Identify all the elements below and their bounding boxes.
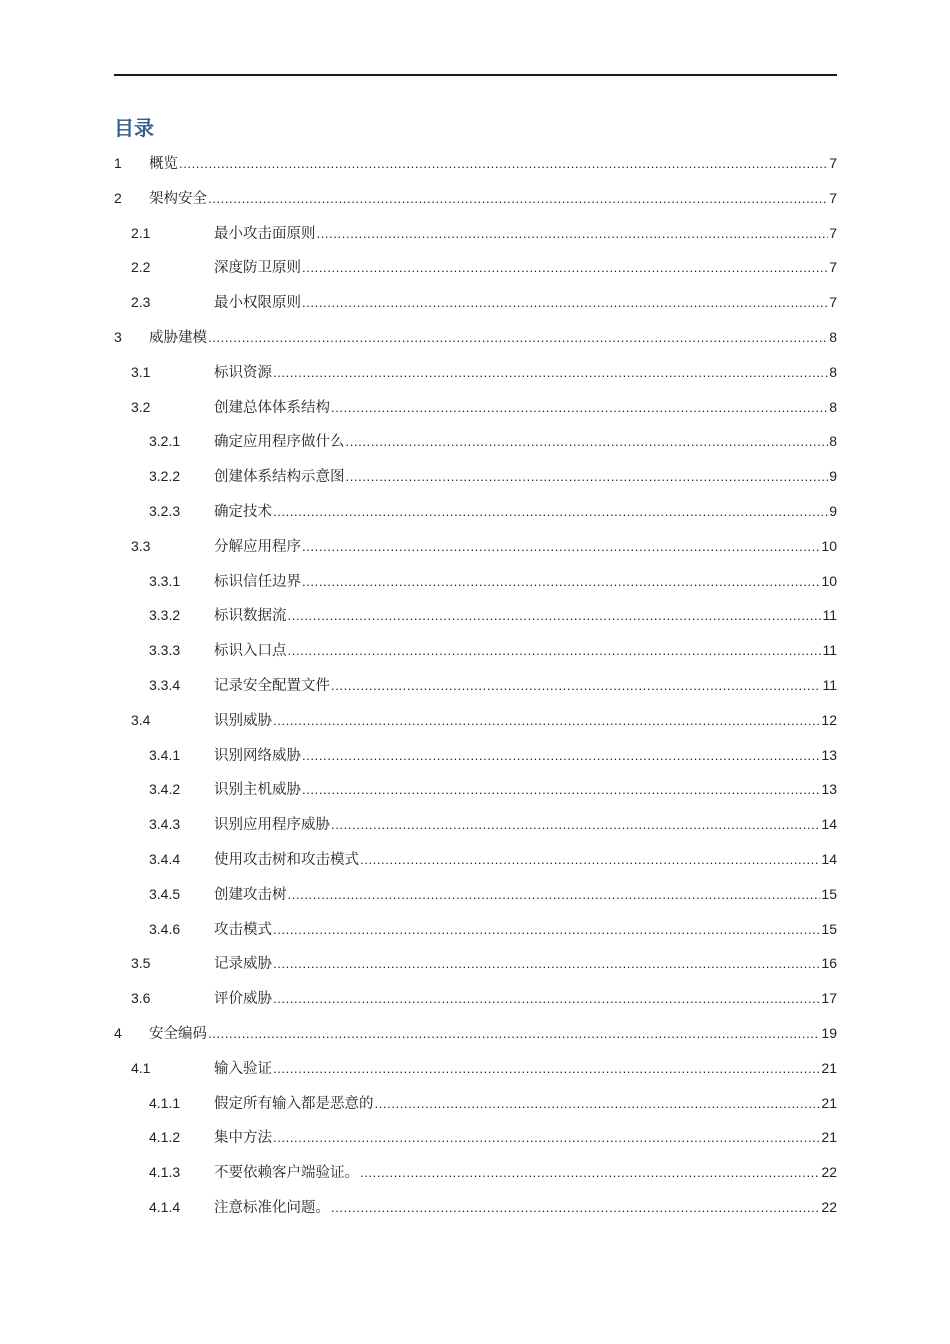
toc-entry-page: 8 xyxy=(829,328,837,345)
toc-entry-number: 2.1 xyxy=(131,224,151,241)
toc-dot-leader xyxy=(273,1121,820,1156)
toc-entry[interactable] xyxy=(114,320,837,355)
toc-entry-page: 8 xyxy=(829,363,837,380)
toc-entry-page: 8 xyxy=(829,433,837,450)
toc-entry-title: 识别应用程序威胁 xyxy=(214,817,330,834)
toc-entry-page: 10 xyxy=(821,572,837,589)
toc-entry-title: 标识资源 xyxy=(214,364,272,381)
toc-dot-leader xyxy=(302,530,820,565)
toc-dot-leader xyxy=(346,460,829,495)
toc-entry-number: 3.4.4 xyxy=(149,850,181,867)
toc-entry-number: 4.1.4 xyxy=(149,1198,181,1215)
toc-entry[interactable] xyxy=(114,285,837,320)
toc-entry-number: 3.4.1 xyxy=(149,746,181,763)
toc-entry-number: 3.3.2 xyxy=(149,607,181,624)
toc-entry-number: 3.2.2 xyxy=(149,468,181,485)
toc-dot-leader xyxy=(208,182,828,217)
toc-entry[interactable] xyxy=(114,494,837,529)
toc-dot-leader xyxy=(331,808,820,843)
toc-entry[interactable] xyxy=(114,459,837,494)
toc-entry-number: 3.4 xyxy=(131,711,151,728)
toc-dot-leader xyxy=(208,1017,820,1052)
toc-dot-leader xyxy=(331,391,828,426)
toc-entry[interactable] xyxy=(114,564,837,599)
toc-dot-leader xyxy=(273,1052,820,1087)
toc-entry-number: 3.4.3 xyxy=(149,816,181,833)
toc-entry[interactable] xyxy=(114,946,837,981)
toc-entry-page: 12 xyxy=(821,711,837,728)
toc-entry-page: 16 xyxy=(821,955,837,972)
toc-entry-title: 输入验证 xyxy=(214,1060,272,1077)
toc-entry[interactable] xyxy=(114,807,837,842)
toc-entry-page: 9 xyxy=(829,502,837,519)
toc-dot-leader xyxy=(273,982,820,1017)
toc-entry[interactable] xyxy=(114,633,837,668)
toc-entry-page: 19 xyxy=(821,1024,837,1041)
toc-entry-title: 确定应用程序做什么 xyxy=(214,434,345,451)
toc-entry[interactable] xyxy=(114,424,837,459)
toc-entry-title: 威胁建模 xyxy=(149,329,207,346)
toc-entry[interactable] xyxy=(114,738,837,773)
toc-entry-number: 3.2 xyxy=(131,398,151,415)
toc-entry-title: 确定技术 xyxy=(214,503,272,520)
toc-entry-title: 标识入口点 xyxy=(214,643,287,660)
toc-dot-leader xyxy=(208,321,828,356)
toc-dot-leader xyxy=(273,913,820,948)
toc-dot-leader xyxy=(273,704,820,739)
toc-entry-title: 深度防卫原则 xyxy=(214,260,301,277)
toc-entry-title: 架构安全 xyxy=(149,190,207,207)
toc-entry[interactable] xyxy=(114,703,837,738)
toc-entry-title: 概览 xyxy=(149,156,178,172)
toc-entry[interactable] xyxy=(114,598,837,633)
toc-entry-number: 1 xyxy=(114,155,122,171)
toc-entry[interactable] xyxy=(114,529,837,564)
toc-entry-number: 2.2 xyxy=(131,259,151,276)
toc-entry-title: 记录威胁 xyxy=(214,956,272,973)
toc-entry-title: 安全编码 xyxy=(149,1025,207,1042)
toc-entry-page: 11 xyxy=(822,607,837,624)
toc-entry-number: 4.1.1 xyxy=(149,1094,181,1111)
toc-entry-number: 3.2.3 xyxy=(149,502,181,519)
toc-entry-number: 4 xyxy=(114,1024,122,1041)
toc-entry-page: 8 xyxy=(829,398,837,415)
toc-entry-page: 7 xyxy=(829,189,837,206)
toc-entry-number: 3.4.6 xyxy=(149,920,181,937)
toc-entry[interactable] xyxy=(114,1051,837,1086)
toc-entry-page: 22 xyxy=(821,1198,837,1215)
toc-entry[interactable] xyxy=(114,842,837,877)
toc-entry-title: 创建体系结构示意图 xyxy=(214,469,345,486)
toc-dot-leader xyxy=(273,947,820,982)
toc-dot-leader xyxy=(288,599,822,634)
toc-entry[interactable] xyxy=(114,250,837,285)
toc-entry-page: 10 xyxy=(821,537,837,554)
toc-entry-page: 7 xyxy=(829,259,837,276)
toc-entry-number: 4.1 xyxy=(131,1059,151,1076)
toc-entry[interactable] xyxy=(114,981,837,1016)
toc-entry[interactable] xyxy=(114,1155,837,1190)
toc-dot-leader xyxy=(288,878,821,913)
toc-entry-title: 标识数据流 xyxy=(214,608,287,625)
toc-entry-title: 识别网络威胁 xyxy=(214,747,301,764)
toc-entry-title: 创建总体体系结构 xyxy=(214,399,330,416)
toc-entry[interactable] xyxy=(114,668,837,703)
toc-entry-page: 13 xyxy=(821,746,837,763)
toc-entry-title: 不要依赖客户端验证。 xyxy=(214,1165,359,1182)
toc-entry-number: 3.6 xyxy=(131,990,151,1007)
toc-entry-number: 2 xyxy=(114,189,122,206)
toc-entry-page: 15 xyxy=(821,920,837,937)
toc-entry[interactable] xyxy=(114,1086,837,1121)
toc-entry-page: 11 xyxy=(822,642,837,659)
table-of-contents xyxy=(114,146,837,1225)
toc-dot-leader xyxy=(360,1156,820,1191)
toc-entry[interactable] xyxy=(114,390,837,425)
toc-dot-leader xyxy=(302,286,828,321)
toc-entry-title: 攻击模式 xyxy=(214,921,272,938)
toc-entry-page: 13 xyxy=(821,781,837,798)
toc-entry-page: 17 xyxy=(821,990,837,1007)
toc-entry-number: 3.3 xyxy=(131,537,151,554)
toc-entry[interactable] xyxy=(114,146,837,181)
toc-entry-title: 创建攻击树 xyxy=(214,886,287,903)
toc-entry-number: 4.1.3 xyxy=(149,1164,181,1181)
toc-entry-number: 3.4.2 xyxy=(149,781,181,798)
toc-entry[interactable] xyxy=(114,1016,837,1051)
toc-entry[interactable] xyxy=(114,1190,837,1225)
toc-entry-title: 识别主机威胁 xyxy=(214,782,301,799)
toc-entry-number: 3.4.5 xyxy=(149,885,181,902)
toc-entry-page: 11 xyxy=(822,676,837,693)
toc-entry-number: 4.1.2 xyxy=(149,1129,181,1146)
toc-dot-leader xyxy=(288,634,822,669)
toc-entry[interactable] xyxy=(114,216,837,251)
toc-entry-number: 3.3.1 xyxy=(149,572,181,589)
toc-entry-page: 21 xyxy=(821,1129,837,1146)
toc-entry-page: 21 xyxy=(821,1059,837,1076)
toc-entry-title: 集中方法 xyxy=(214,1130,272,1147)
toc-dot-leader xyxy=(360,843,820,878)
toc-entry-title: 注意标准化问题。 xyxy=(214,1199,330,1216)
toc-dot-leader xyxy=(302,773,820,808)
toc-dot-leader xyxy=(302,251,828,286)
toc-heading: 目录 xyxy=(114,116,154,140)
toc-entry-title: 识别威胁 xyxy=(214,712,272,729)
toc-entry-title: 记录安全配置文件 xyxy=(214,677,330,694)
toc-entry-page: 14 xyxy=(821,816,837,833)
toc-entry-number: 3.1 xyxy=(131,363,151,380)
toc-dot-leader xyxy=(317,217,829,252)
toc-entry-number: 3.3.3 xyxy=(149,642,181,659)
toc-entry-title: 最小权限原则 xyxy=(214,295,301,312)
toc-dot-leader xyxy=(273,495,828,530)
toc-dot-leader xyxy=(331,669,821,704)
toc-entry-page: 7 xyxy=(829,155,837,171)
toc-entry-number: 3 xyxy=(114,328,122,345)
toc-entry-page: 14 xyxy=(821,850,837,867)
toc-dot-leader xyxy=(302,565,820,600)
toc-entry-number: 3.2.1 xyxy=(149,433,181,450)
toc-entry-number: 2.3 xyxy=(131,294,151,311)
toc-dot-leader xyxy=(179,147,828,182)
toc-entry-page: 7 xyxy=(829,294,837,311)
toc-dot-leader xyxy=(375,1087,821,1122)
toc-dot-leader xyxy=(346,425,829,460)
toc-entry[interactable] xyxy=(114,912,837,947)
toc-entry-number: 3.5 xyxy=(131,955,151,972)
header-rule xyxy=(114,74,837,76)
toc-entry-number: 3.3.4 xyxy=(149,676,181,693)
toc-dot-leader xyxy=(273,356,828,391)
toc-dot-leader xyxy=(331,1191,820,1226)
toc-entry-page: 22 xyxy=(821,1164,837,1181)
toc-entry[interactable] xyxy=(114,1120,837,1155)
toc-entry-title: 使用攻击树和攻击模式 xyxy=(214,851,359,868)
toc-entry-page: 9 xyxy=(829,468,837,485)
toc-entry-title: 标识信任边界 xyxy=(214,573,301,590)
toc-entry[interactable] xyxy=(114,181,837,216)
toc-entry-title: 最小攻击面原则 xyxy=(214,225,316,242)
toc-entry-title: 评价威胁 xyxy=(214,991,272,1008)
toc-entry[interactable] xyxy=(114,355,837,390)
toc-entry[interactable] xyxy=(114,772,837,807)
toc-entry-page: 15 xyxy=(821,885,837,902)
toc-entry-title: 分解应用程序 xyxy=(214,538,301,555)
toc-dot-leader xyxy=(302,739,820,774)
toc-entry[interactable] xyxy=(114,877,837,912)
toc-entry-title: 假定所有输入都是恶意的 xyxy=(214,1095,374,1112)
toc-entry-page: 7 xyxy=(829,224,837,241)
toc-entry-page: 21 xyxy=(821,1094,837,1111)
